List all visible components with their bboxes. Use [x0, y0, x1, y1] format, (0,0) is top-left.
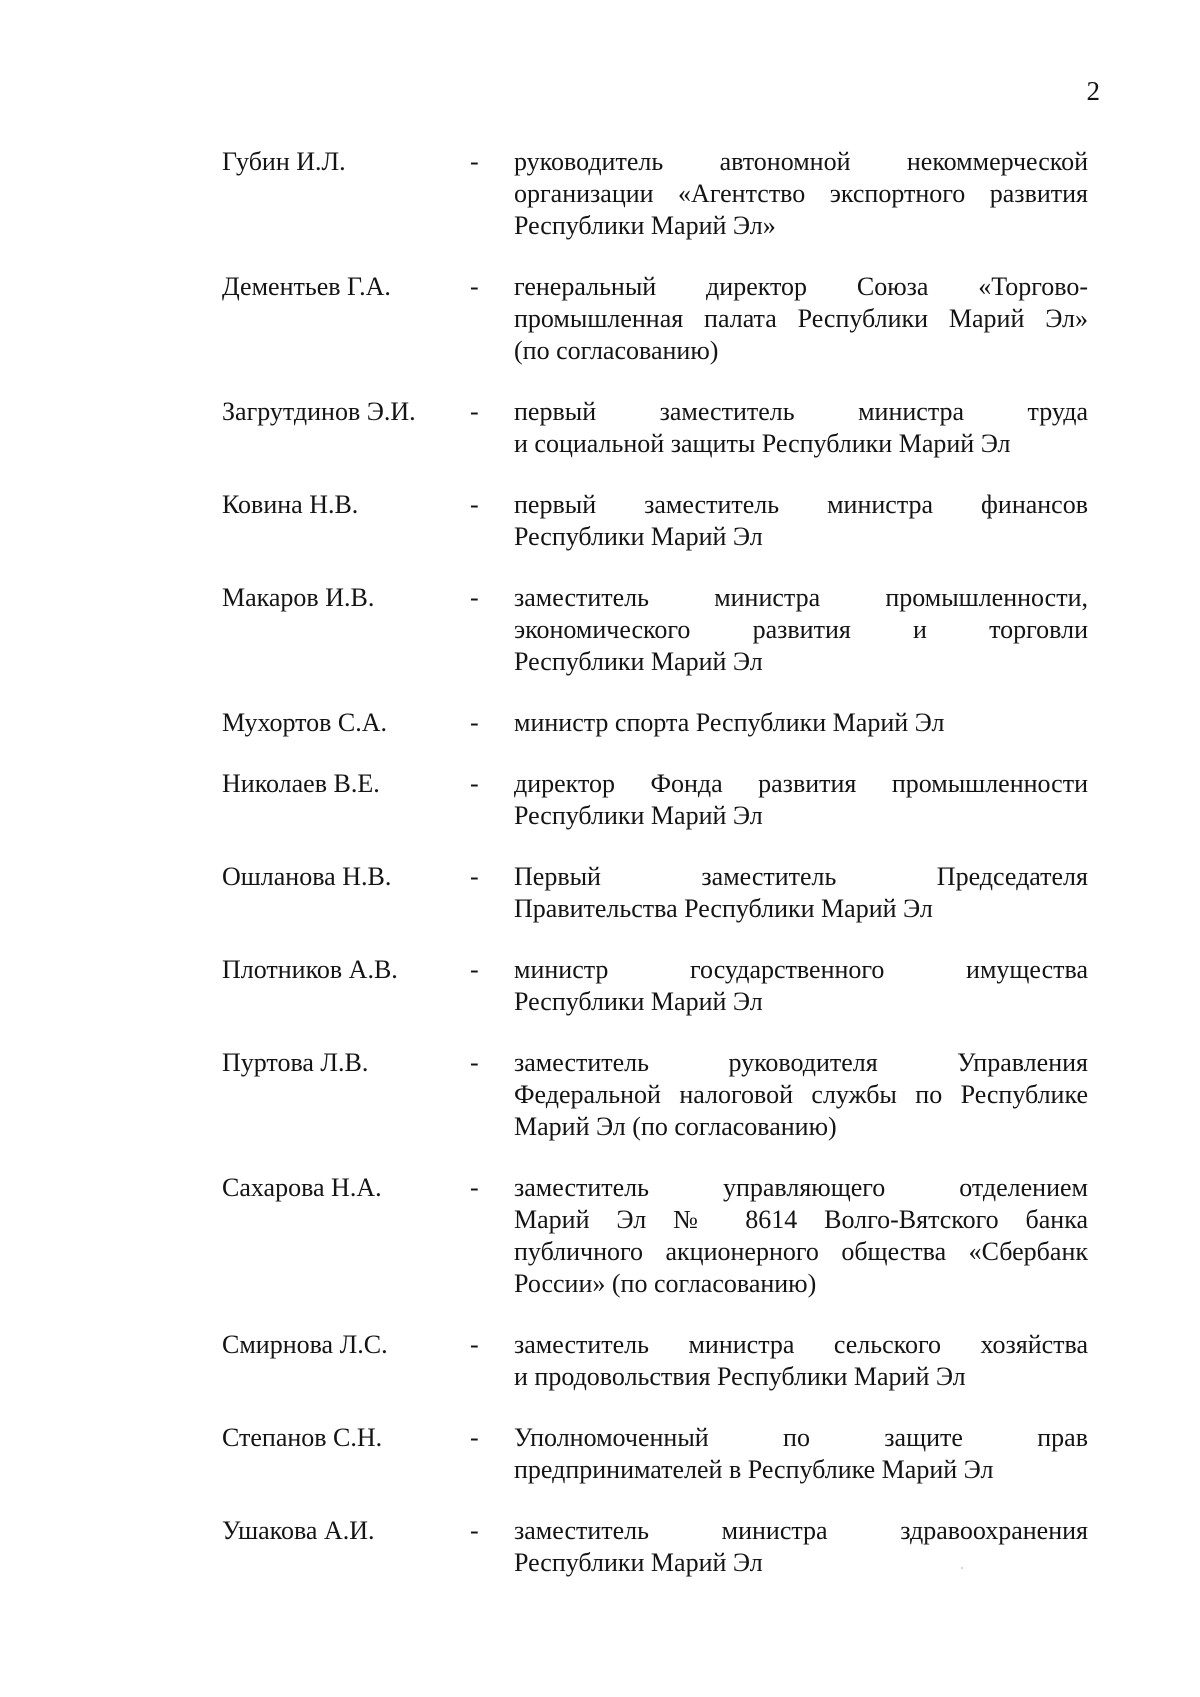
- member-name: Ковина Н.В.: [222, 490, 359, 519]
- member-name: Загрутдинов Э.И.: [222, 397, 416, 426]
- member-position-line: Республики Марий Эл: [514, 1548, 763, 1577]
- member-position-line: заместитель министра промышленности,: [514, 583, 1088, 612]
- member-position-line: экономического развития и торговли: [514, 615, 1088, 644]
- member-position: [514, 271, 1088, 367]
- member-position-line: Республики Марий Эл»: [514, 211, 776, 240]
- member-name: Ушакова А.И.: [222, 1516, 375, 1545]
- member-position-line: и социальной защиты Республики Марий Эл: [514, 429, 1011, 458]
- member-position-line: заместитель руководителя Управления: [514, 1048, 1088, 1077]
- member-position: [514, 396, 1088, 460]
- member-position-line: (по согласованию): [514, 336, 719, 365]
- member-position-line: руководитель автономной некоммерческой: [514, 147, 1088, 176]
- member-position-line: организации «Агентство экспортного развития: [514, 179, 1088, 208]
- member-dash: -: [470, 397, 479, 426]
- member-position: [514, 146, 1088, 242]
- member-position-line: заместитель управляющего отделением: [514, 1173, 1088, 1202]
- member-dash: -: [470, 490, 479, 519]
- member-position-line: министр государственного имущества: [514, 955, 1088, 984]
- scan-speck: [961, 1567, 963, 1569]
- member-position-line: Республики Марий Эл: [514, 801, 763, 830]
- member-position-line: и продовольствия Республики Марий Эл: [514, 1362, 966, 1391]
- member-dash: -: [470, 1423, 479, 1452]
- member-dash: -: [470, 1330, 479, 1359]
- member-position: [514, 707, 1088, 739]
- member-position-line: публичного акционерного общества «Сбербанк: [514, 1237, 1088, 1266]
- member-name: Макаров И.В.: [222, 583, 375, 612]
- member-dash: -: [470, 862, 479, 891]
- member-position-line: первый заместитель министра труда: [514, 397, 1088, 426]
- member-name: Смирнова Л.С.: [222, 1330, 388, 1359]
- member-position: [514, 954, 1088, 1018]
- member-name: Николаев В.Е.: [222, 769, 380, 798]
- member-position-line: первый заместитель министра финансов: [514, 490, 1088, 519]
- member-name: Сахарова Н.А.: [222, 1173, 382, 1202]
- member-position: [514, 1047, 1088, 1143]
- member-position-line: Правительства Республики Марий Эл: [514, 894, 933, 923]
- member-name: Степанов С.Н.: [222, 1423, 383, 1452]
- member-position-line: предпринимателей в Республике Марий Эл: [514, 1455, 994, 1484]
- member-name: Ошланова Н.В.: [222, 862, 392, 891]
- member-dash: -: [470, 1173, 479, 1202]
- member-position: [514, 1172, 1088, 1300]
- member-position: [514, 489, 1088, 553]
- member-position-line: Марий Эл (по согласованию): [514, 1112, 837, 1141]
- member-position-line: промышленная палата Республики Марий Эл»: [514, 304, 1088, 333]
- member-dash: -: [470, 272, 479, 301]
- member-dash: -: [470, 147, 479, 176]
- member-name: Пуртова Л.В.: [222, 1048, 369, 1077]
- member-position-line: Марий Эл № 8614 Волго-Вятского банка: [514, 1205, 1088, 1234]
- member-position-line: Федеральной налоговой службы по Республике: [514, 1080, 1088, 1109]
- member-position-line: Уполномоченный по защите прав: [514, 1423, 1088, 1452]
- page-number: 2: [1086, 76, 1100, 106]
- member-dash: -: [470, 1516, 479, 1545]
- member-position-line: директор Фонда развития промышленности: [514, 769, 1088, 798]
- member-position-line: Первый заместитель Председателя: [514, 862, 1088, 891]
- member-dash: -: [470, 769, 479, 798]
- member-position: [514, 582, 1088, 678]
- member-position: [514, 1515, 1088, 1579]
- member-position-line: России» (по согласованию): [514, 1269, 817, 1298]
- member-position-line: Республики Марий Эл: [514, 987, 763, 1016]
- member-name: Губин И.Л.: [222, 147, 346, 176]
- member-position-line: Республики Марий Эл: [514, 647, 763, 676]
- member-position: [514, 1422, 1088, 1486]
- member-position: [514, 1329, 1088, 1393]
- member-name: Плотников А.В.: [222, 955, 398, 984]
- member-position-line: заместитель министра сельского хозяйства: [514, 1330, 1088, 1359]
- member-dash: -: [470, 708, 479, 737]
- member-position-line: генеральный директор Союза «Торгово-: [514, 272, 1088, 301]
- member-name: Дементьев Г.А.: [222, 272, 391, 301]
- member-position: [514, 861, 1088, 925]
- member-dash: -: [470, 1048, 479, 1077]
- member-position-line: заместитель министра здравоохранения: [514, 1516, 1088, 1545]
- member-dash: -: [470, 583, 479, 612]
- member-name: Мухортов С.А.: [222, 708, 388, 737]
- member-position-line: Республики Марий Эл: [514, 522, 763, 551]
- member-position-line: министр спорта Республики Марий Эл: [514, 708, 945, 737]
- member-dash: -: [470, 955, 479, 984]
- member-position: [514, 768, 1088, 832]
